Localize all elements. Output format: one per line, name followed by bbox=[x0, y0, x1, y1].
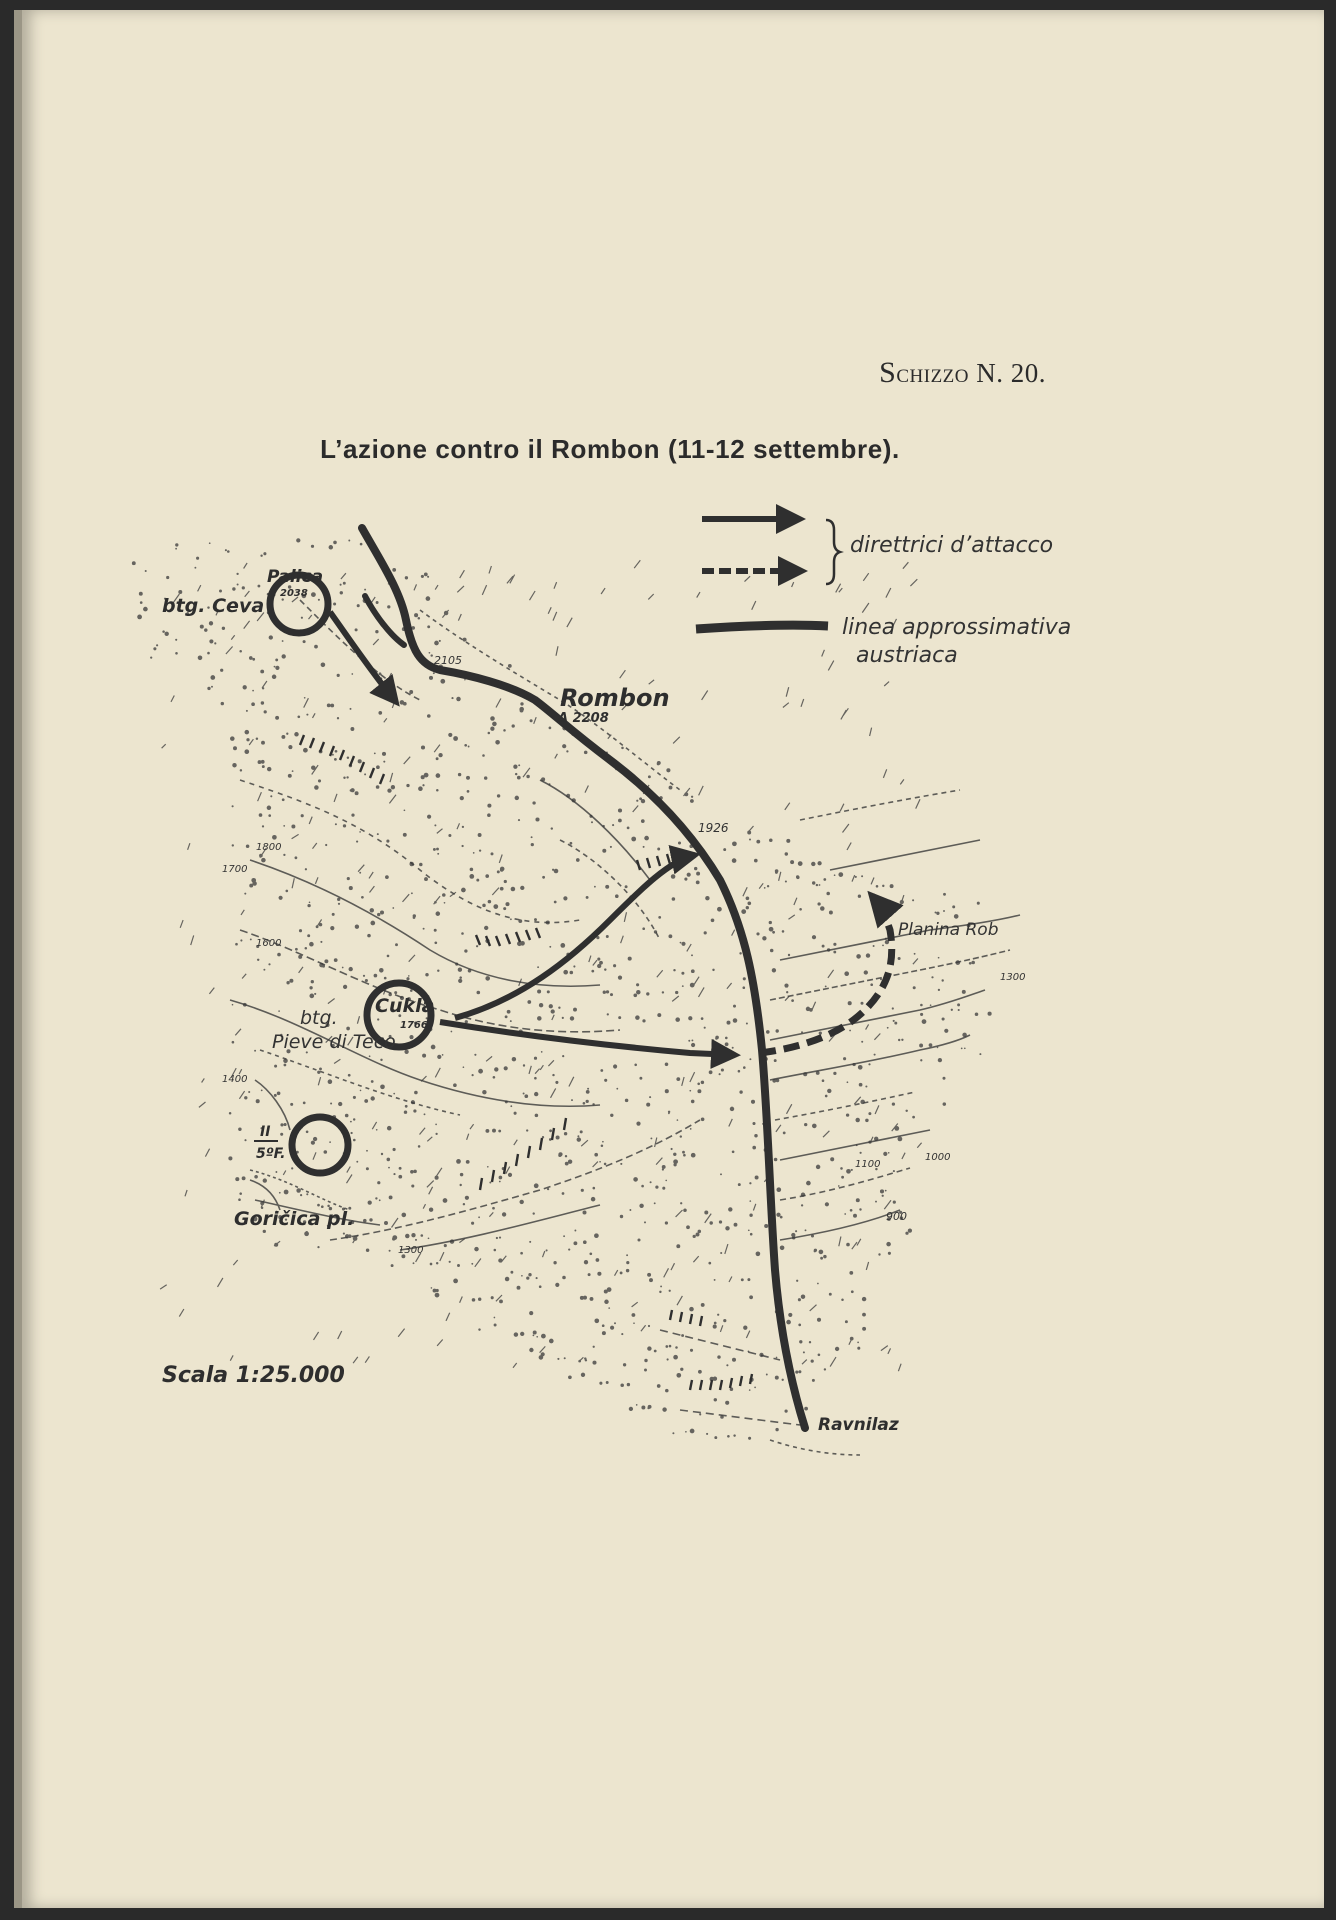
label-btg-pieve-1: btg. bbox=[300, 1007, 338, 1029]
label-btg-pieve-2: Pieve di Teco bbox=[272, 1031, 396, 1053]
contour-1400: 1400 bbox=[222, 1074, 248, 1085]
legend-line-label-1: linea approssimativa bbox=[842, 615, 1072, 640]
legend-attack-label: direttrici d’attacco bbox=[850, 533, 1054, 558]
label-palica: Palica bbox=[267, 567, 324, 587]
label-ravnilaz: Ravnilaz bbox=[818, 1415, 899, 1435]
label-btg-ceva: btg. Ceva bbox=[162, 595, 265, 617]
sketch-number-lead: S bbox=[879, 356, 897, 389]
label-rombon: Rombon bbox=[560, 684, 670, 712]
sketch-number-rest: chizzo N. 20. bbox=[896, 358, 1046, 388]
attack-arrow-cukla-east bbox=[440, 1022, 735, 1055]
label-palica-height: 2038 bbox=[280, 588, 308, 599]
contour-1300-east: 1300 bbox=[1000, 972, 1026, 983]
legend-line-label-2: austriaca bbox=[856, 643, 958, 668]
contour-1600: 1600 bbox=[256, 938, 282, 949]
label-goricica: Goričica pl. bbox=[234, 1208, 355, 1230]
map-scale: Scala 1:25.000 bbox=[162, 1363, 345, 1388]
contour-1800: 1800 bbox=[256, 842, 282, 853]
label-unit-5f: 5ºF. bbox=[256, 1146, 286, 1162]
contour-1300-south: 1300 bbox=[398, 1245, 424, 1256]
contour-1000: 1000 bbox=[925, 1152, 951, 1163]
terrain-stippling bbox=[132, 538, 992, 1440]
contour-1700: 1700 bbox=[222, 864, 248, 875]
legend bbox=[696, 519, 1071, 668]
label-rombon-height: Δ 2208 bbox=[558, 711, 609, 726]
label-1926: 1926 bbox=[698, 821, 729, 835]
label-cukla-height: 1766 bbox=[400, 1020, 428, 1031]
legend-line-sample bbox=[696, 625, 828, 629]
contour-900: 900 bbox=[886, 1210, 907, 1223]
label-unit-ii: II bbox=[260, 1124, 271, 1140]
contour-1100: 1100 bbox=[855, 1159, 881, 1170]
label-2105: 2105 bbox=[434, 654, 462, 667]
austrian-front-line bbox=[362, 528, 805, 1428]
map-title: L’azione contro il Rombon (11-12 settembre). bbox=[320, 434, 900, 464]
legend-brace bbox=[826, 520, 840, 584]
label-cukla: Cukla bbox=[375, 995, 435, 1017]
label-planina-rob: Planina Rob bbox=[898, 920, 999, 940]
unit-ii-5f-position bbox=[292, 1117, 348, 1173]
